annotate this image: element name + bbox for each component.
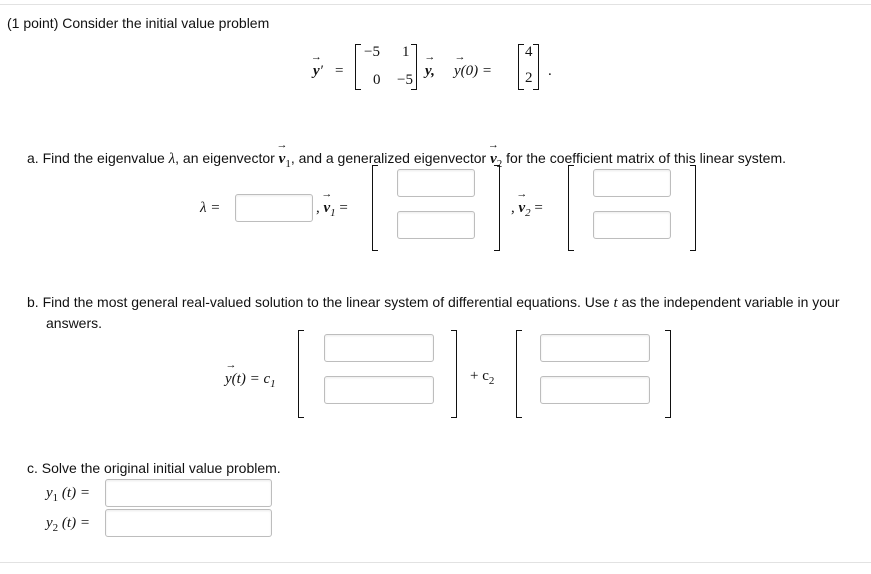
vector-arrow-icon: → — [225, 359, 237, 371]
b-vec2-right-bracket — [665, 330, 671, 418]
b-vec2-left-bracket — [516, 330, 522, 418]
v2-left-bracket — [568, 165, 574, 251]
v2-right-bracket — [690, 165, 696, 251]
y-vector-symbol: → y′ — [310, 51, 323, 79]
v1-top-input[interactable] — [397, 169, 475, 197]
v1-bottom-input[interactable] — [397, 211, 475, 239]
y-vector-rhs: → y, — [424, 51, 436, 79]
v1-label: , → $v_1$ = — [316, 188, 348, 219]
c2-label: + $c_2$ — [470, 368, 495, 387]
lambda-input[interactable] — [235, 194, 313, 222]
vector-arrow-icon: → — [424, 51, 436, 63]
ic-bottom: 2 — [525, 70, 533, 86]
lambda-label: λ = — [200, 200, 221, 216]
equals-sign: = — [335, 63, 344, 79]
v2-top-input[interactable] — [593, 169, 671, 197]
matrix-right-bracket — [411, 44, 417, 90]
vector-arrow-icon: → — [276, 139, 288, 151]
problem-title: Consider the initial value problem — [62, 15, 270, 31]
b-vec1-right-bracket — [451, 330, 457, 418]
ic-left-bracket — [518, 44, 524, 90]
vector-arrow-icon: → — [321, 188, 333, 200]
initial-condition-label: → y(0) = — [454, 51, 493, 79]
vector-arrow-icon: → — [487, 139, 499, 151]
v1-left-bracket — [372, 165, 378, 251]
b-vec1-bottom-input[interactable] — [324, 376, 434, 404]
matrix-a21: 0 — [373, 72, 381, 88]
period: . — [548, 63, 552, 79]
b-vec1-top-input[interactable] — [324, 334, 434, 362]
general-solution-label: → $y(t) = c_1$ — [225, 359, 276, 390]
problem-header — [7, 15, 269, 31]
v2-label: , → $v_2$ = — [511, 188, 543, 219]
ic-right-bracket — [533, 44, 539, 90]
b-vec2-top-input[interactable] — [540, 334, 650, 362]
vector-arrow-icon: → — [454, 51, 466, 63]
v1-right-bracket — [494, 165, 500, 251]
y2-label: $y_2$ (t) = — [46, 515, 90, 534]
y1-label: $y_1$ (t) = — [46, 485, 90, 504]
points-label: (1 point) — [7, 15, 59, 31]
top-divider — [0, 4, 871, 5]
matrix-left-bracket — [355, 44, 361, 90]
part-b-instructions-line1: b. Find the most general real-valued solution to the linear system of differential equations. Use t as the independent variable in your — [27, 294, 840, 311]
ic-top: 4 — [525, 44, 533, 60]
matrix-a11: −5 — [364, 44, 380, 60]
part-b-instructions-line2: answers. — [46, 315, 103, 331]
v2-bottom-input[interactable] — [593, 211, 671, 239]
b-vec2-bottom-input[interactable] — [540, 376, 650, 404]
matrix-a12: 1 — [402, 44, 410, 60]
bottom-divider — [0, 562, 871, 563]
part-c-instructions: c. Solve the original initial value problem. — [27, 460, 281, 476]
y1-input[interactable] — [105, 479, 272, 507]
vector-arrow-icon: → — [310, 51, 322, 63]
vector-arrow-icon: → — [516, 188, 528, 200]
matrix-a22: −5 — [397, 72, 413, 88]
y2-input[interactable] — [105, 509, 272, 537]
part-a-instructions: a. Find the eigenvalue λ, an eigenvector → $v_1$, and a generalized eigenvector → $v_2$ for the coefficient matrix of this linear system. — [27, 139, 787, 170]
b-vec1-left-bracket — [298, 330, 304, 418]
